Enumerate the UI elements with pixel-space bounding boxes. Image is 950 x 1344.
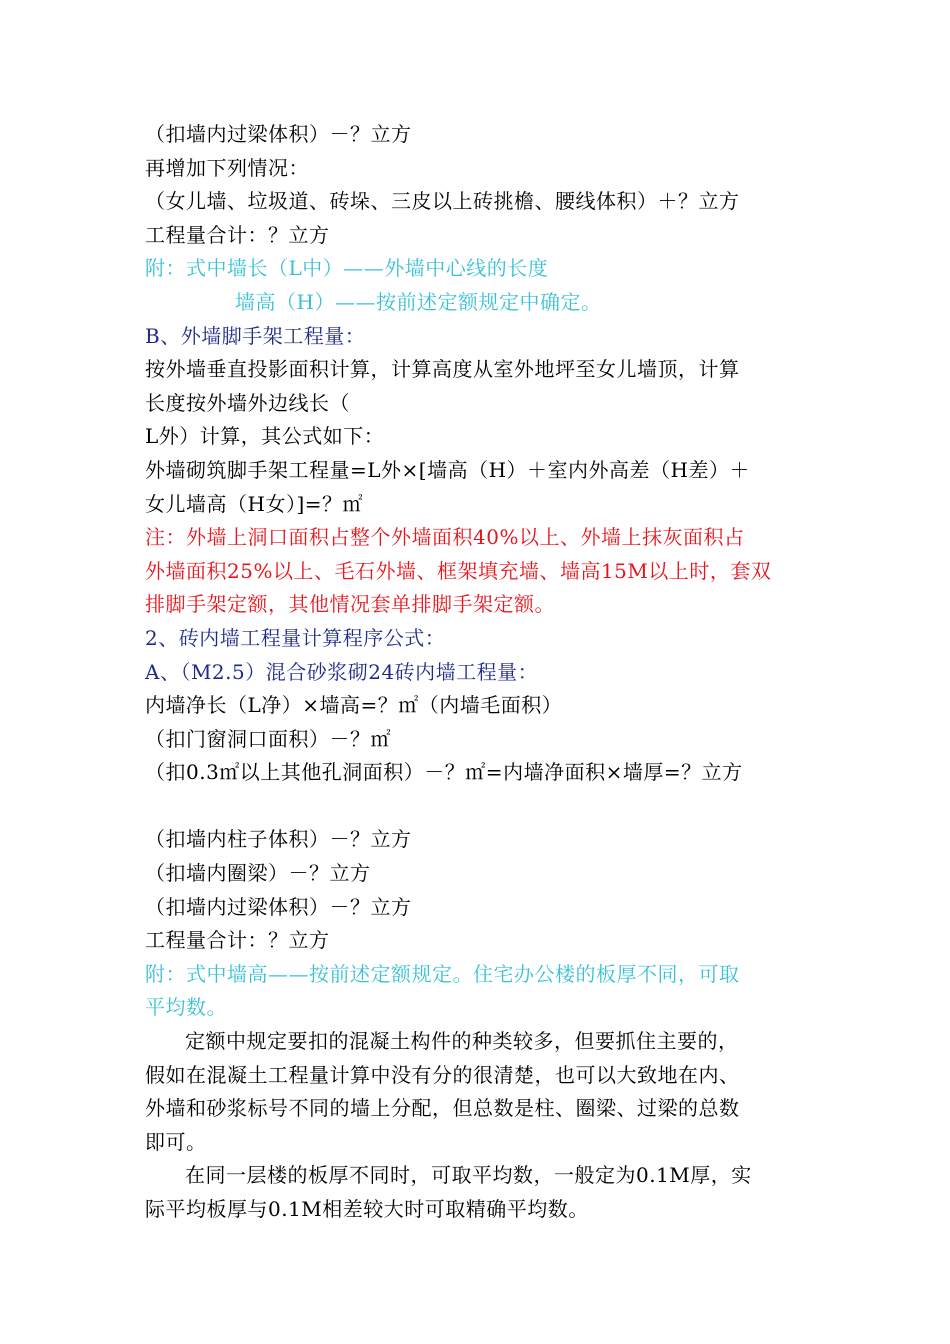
document-body bbox=[145, 118, 810, 1227]
section-heading: B、外墙脚手架工程量： bbox=[145, 323, 366, 348]
formula-line: 外墙砌筑脚手架工程量=L外×[墙高（H）＋室内外高差（H差）＋ bbox=[145, 457, 750, 482]
section-heading: A、（M2.5）混合砂浆砌24砖内墙工程量： bbox=[145, 659, 539, 684]
note-line: 附：式中墙长（L中）——外墙中心线的长度 bbox=[145, 256, 549, 281]
warning-line: 排脚手架定额，其他情况套单排脚手架定额。 bbox=[145, 592, 555, 617]
formula-line: （扣墙内柱子体积）－？立方 bbox=[145, 827, 412, 852]
formula-line: （扣门窗洞口面积）－？㎡ bbox=[145, 726, 391, 751]
text-line: L外）计算，其公式如下： bbox=[145, 424, 385, 449]
note-line: 墙高（H）——按前述定额规定中确定。 bbox=[235, 289, 602, 314]
note-line: 附：式中墙高——按前述定额规定。住宅办公楼的板厚不同，可取 bbox=[145, 961, 740, 986]
formula-line: （扣墙内过梁体积）－？立方 bbox=[145, 894, 412, 919]
paragraph-line: 际平均板厚与0.1M相差较大时可取精确平均数。 bbox=[145, 1197, 589, 1221]
text-line: 再增加下列情况： bbox=[145, 155, 309, 180]
text-line: 工程量合计：？立方 bbox=[145, 928, 330, 953]
formula-line: 内墙净长（L净）×墙高=？㎡（内墙毛面积） bbox=[145, 693, 563, 718]
note-line: 平均数。 bbox=[145, 995, 227, 1020]
text-line: （女儿墙、垃圾道、砖垛、三皮以上砖挑檐、腰线体积）＋？立方 bbox=[145, 189, 740, 214]
paragraph-line: 在同一层楼的板厚不同时，可取平均数，一般定为0.1M厚，实 bbox=[185, 1163, 752, 1188]
warning-line: 注：外墙上洞口面积占整个外墙面积40%以上、外墙上抹灰面积占 bbox=[145, 525, 745, 550]
paragraph-line: 假如在混凝土工程量计算中没有分的很清楚，也可以大致地在内、 bbox=[145, 1062, 740, 1087]
blank-line bbox=[145, 790, 810, 824]
text-line: 工程量合计：？立方 bbox=[145, 222, 330, 247]
text-line: 长度按外墙外边线长（ bbox=[145, 390, 350, 415]
text-line: （扣墙内过梁体积）－？立方 bbox=[145, 122, 412, 146]
paragraph-line: 定额中规定要扣的混凝土构件的种类较多，但要抓住主要的， bbox=[185, 1029, 739, 1054]
formula-line: （扣0.3㎡以上其他孔洞面积）－？㎡=内墙净面积×墙厚=？立方 bbox=[145, 760, 743, 785]
formula-line: 女儿墙高（H女）]=？㎡ bbox=[145, 491, 364, 516]
warning-line: 外墙面积25%以上、毛石外墙、框架填充墙、墙高15M以上时，套双 bbox=[145, 558, 772, 583]
text-line: 按外墙垂直投影面积计算，计算高度从室外地坪至女儿墙顶，计算 bbox=[145, 357, 740, 382]
formula-line: （扣墙内圈梁）－？立方 bbox=[145, 861, 371, 886]
section-heading: 2、砖内墙工程量计算程序公式： bbox=[145, 625, 446, 650]
paragraph-line: 外墙和砂浆标号不同的墙上分配，但总数是柱、圈梁、过梁的总数 bbox=[145, 1096, 740, 1121]
paragraph-line: 即可。 bbox=[145, 1129, 207, 1154]
